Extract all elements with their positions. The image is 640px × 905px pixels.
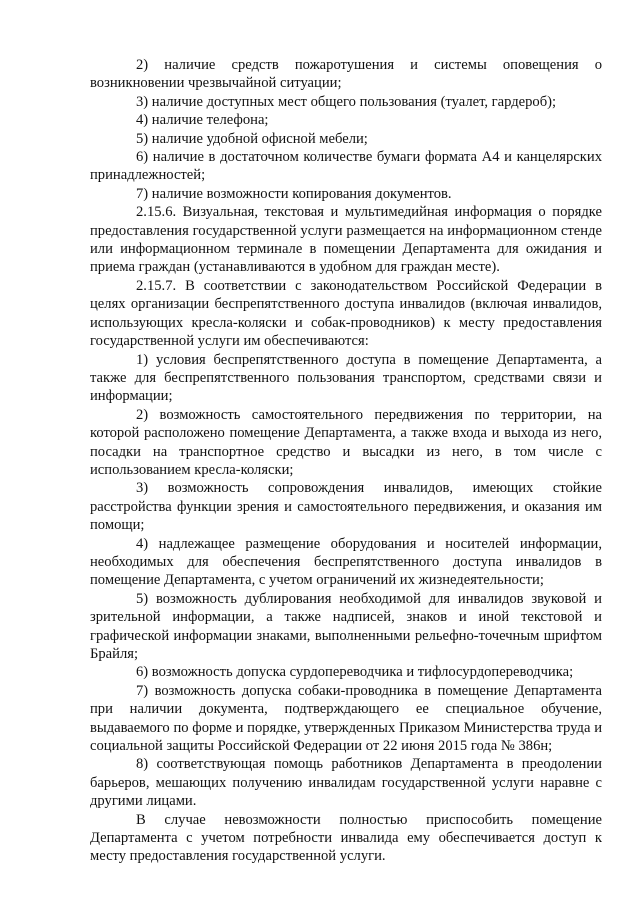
paragraph-access-item-4: 4) надлежащее размещение оборудования и носителей информации, необходимых для обеспечения беспрепятственного доступа инвалидов в помещение Департамента, с учетом ограничений их жизнедеятельности; — [90, 535, 602, 589]
paragraph-closing: В случае невозможности полностью приспособить помещение Департамента с учетом потребности инвалида ему обеспечивается доступ к месту предоставления государственной услуги. — [90, 811, 602, 865]
paragraph-item-7-copying: 7) наличие возможности копирования документов. — [136, 185, 452, 202]
paragraph-access-item-3: 3) возможность сопровождения инвалидов, имеющих стойкие расстройства функции зрения и самостоятельного передвижения, и оказания им помощи; — [90, 480, 602, 534]
paragraph-access-item-8: 8) соответствующая помощь работников Департамента в преодолении барьеров, мешающих получению инвалидам государственной услуги наравне с другими лицами. — [90, 756, 602, 810]
paragraph-access-item-5: 5) возможность дублирования необходимой для инвалидов звуковой и зрительной информации, а также надписей, знаков и иной текстовой и графической информации знаками, выполненными рельефно-точечным шрифтом Брайля; — [90, 590, 602, 662]
paragraph-item-4-telephone: 4) наличие телефона; — [136, 112, 269, 129]
paragraph-item-5-furniture: 5) наличие удобной офисной мебели; — [136, 130, 368, 147]
paragraph-item-6-paper: 6) наличие в достаточном количестве бумаги формата А4 и канцелярских принадлежностей; — [90, 149, 602, 184]
paragraph-section-2-15-7: 2.15.7. В соответствии с законодательством Российской Федерации в целях организации беспрепятственного доступа инвалидов (включая инвалидов, использующих кресла-коляски и собак-проводников) к месту предоставления государственной услуги им обеспечиваются: — [90, 277, 602, 350]
paragraph-access-item-6: 6) возможность допуска сурдопереводчика и тифлосурдопереводчика; — [136, 664, 574, 681]
paragraph-access-item-1: 1) условия беспрепятственного доступа в помещение Департамента, а также для беспрепятственного пользования транспортом, средствами связи и информации; — [90, 351, 602, 405]
document-page — [90, 56, 602, 866]
paragraph-access-item-2: 2) возможность самостоятельного передвижения по территории, на которой расположено помещение Департамента, а также входа и выхода из него, посадки на транспортное средство и высадки из него, в том числе с использованием кресла-коляски; — [90, 406, 602, 478]
paragraph-item-3-public-areas: 3) наличие доступных мест общего пользования (туалет, гардероб); — [136, 93, 557, 110]
paragraph-item-2-fire-safety: 2) наличие средств пожаротушения и системы оповещения о возникновении чрезвычайной ситуации; — [90, 57, 602, 92]
paragraph-section-2-15-6: 2.15.6. Визуальная, текстовая и мультимедийная информация о порядке предоставления государственной услуги размещается на информационном стенде или информационном терминале в помещении Департамента для ожидания и приема граждан (устанавливаются в удобном для граждан месте). — [90, 204, 602, 276]
paragraph-access-item-7: 7) возможность допуска собаки-проводника в помещение Департамента при наличии документа, подтверждающего ее специальное обучение, выдаваемого по форме и порядке, утвержденных Приказом Министерства труда и социальной защиты Российской Федерации от 22 июня 2015 года № 386н; — [90, 682, 602, 755]
